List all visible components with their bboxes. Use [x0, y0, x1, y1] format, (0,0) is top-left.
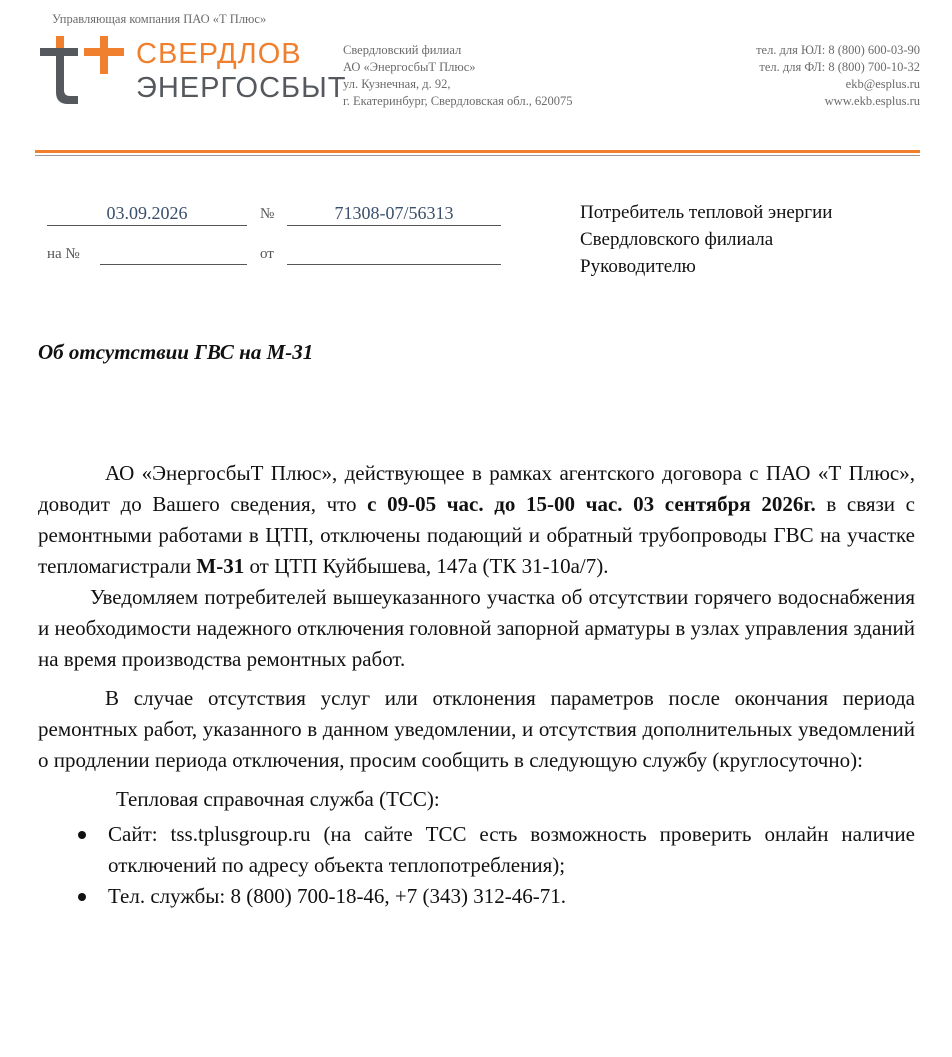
list-item	[38, 819, 915, 881]
service-contacts-list	[38, 819, 915, 912]
list-item-text: Сайт: tss.tplusgroup.ru (на сайте ТСС есть возможность проверить онлайн наличие отключений по адресу объекта теплопотребления);	[108, 822, 915, 877]
logo-text-line2: ЭНЕРГОСБЫТ	[136, 72, 347, 104]
outage-period: с 09-05 час. до 15-00 час. 03 сентября 2026г.	[367, 492, 816, 516]
branch-address	[343, 42, 572, 110]
document-date: 03.09.2026	[47, 201, 247, 226]
address-line: ул. Кузнечная, д. 92,	[343, 77, 451, 91]
from-field	[287, 240, 501, 265]
paragraph-contact-request: В случае отсутствия услуг или отклонения параметров после окончания периода ремонтных работ, указанного в данном уведомлении, и отсутствия дополнительных уведомлений о продлении периода отключения, просим сообщить в следующую службу (круглосуточно):	[38, 686, 915, 772]
company-logo	[38, 34, 347, 106]
management-company-line: Управляющая компания ПАО «Т Плюс»	[52, 12, 267, 26]
list-item-text: Тел. службы: 8 (800) 700-18-46, +7 (343) 312-46-71.	[108, 884, 567, 908]
from-label: от	[260, 246, 274, 262]
number-label: №	[260, 206, 275, 222]
phone-legal: тел. для ЮЛ: 8 (800) 600-03-90	[756, 43, 920, 57]
pipeline-name: М-31	[196, 554, 245, 578]
address-line: АО «ЭнергосбыТ Плюс»	[343, 60, 476, 74]
recipient-line: Потребитель тепловой энергии	[580, 202, 833, 223]
reply-to-label: на №	[47, 246, 80, 262]
address-line: Свердловский филиал	[343, 43, 462, 57]
reply-to-field	[100, 240, 247, 265]
paragraph-warning: Уведомляем потребителей вышеуказанного участка об отсутствии горячего водоснабжения и необходимости надежного отключения головной запорной арматуры в узлах управления зданий на время производства ремонтных работ.	[38, 585, 915, 671]
letter-body	[38, 458, 915, 912]
service-title: Тепловая справочная служба (ТСС):	[116, 787, 440, 811]
logo-mark-icon	[38, 34, 130, 106]
recipient-line: Руководителю	[580, 256, 696, 277]
address-line: г. Екатеринбург, Свердловская обл., 620075	[343, 94, 573, 108]
recipient-line: Свердловского филиала	[580, 229, 774, 250]
bullet-icon	[78, 893, 86, 901]
logo-text-line1: СВЕРДЛОВ	[136, 38, 302, 70]
header-divider-orange	[35, 150, 920, 153]
phone-individual: тел. для ФЛ: 8 (800) 700-10-32	[759, 60, 920, 74]
list-item	[38, 881, 915, 912]
contact-block	[756, 42, 920, 110]
letter-subject: Об отсутствии ГВС на М-31	[38, 340, 314, 364]
document-number: 71308-07/56313	[287, 201, 501, 226]
email-link[interactable]: ekb@esplus.ru	[845, 77, 920, 91]
text-span: от ЦТП Куйбышева, 147а (ТК 31-10а/7).	[244, 554, 609, 578]
text-span: АО «ЭнергосбыТ Плюс», действующее в рамках агентского договора с ПАО «Т Плюс», доводит до Вашего сведения, что	[38, 461, 915, 516]
recipient-block	[580, 199, 832, 280]
paragraph-notice	[38, 458, 915, 582]
bullet-icon	[78, 831, 86, 839]
header-divider-gray	[35, 155, 920, 156]
website-link[interactable]: www.ekb.esplus.ru	[824, 94, 920, 108]
text-span: в связи с ремонтными работами в ЦТП, отключены подающий и обратный трубопроводы ГВС на участке тепломагистрали	[38, 492, 915, 578]
